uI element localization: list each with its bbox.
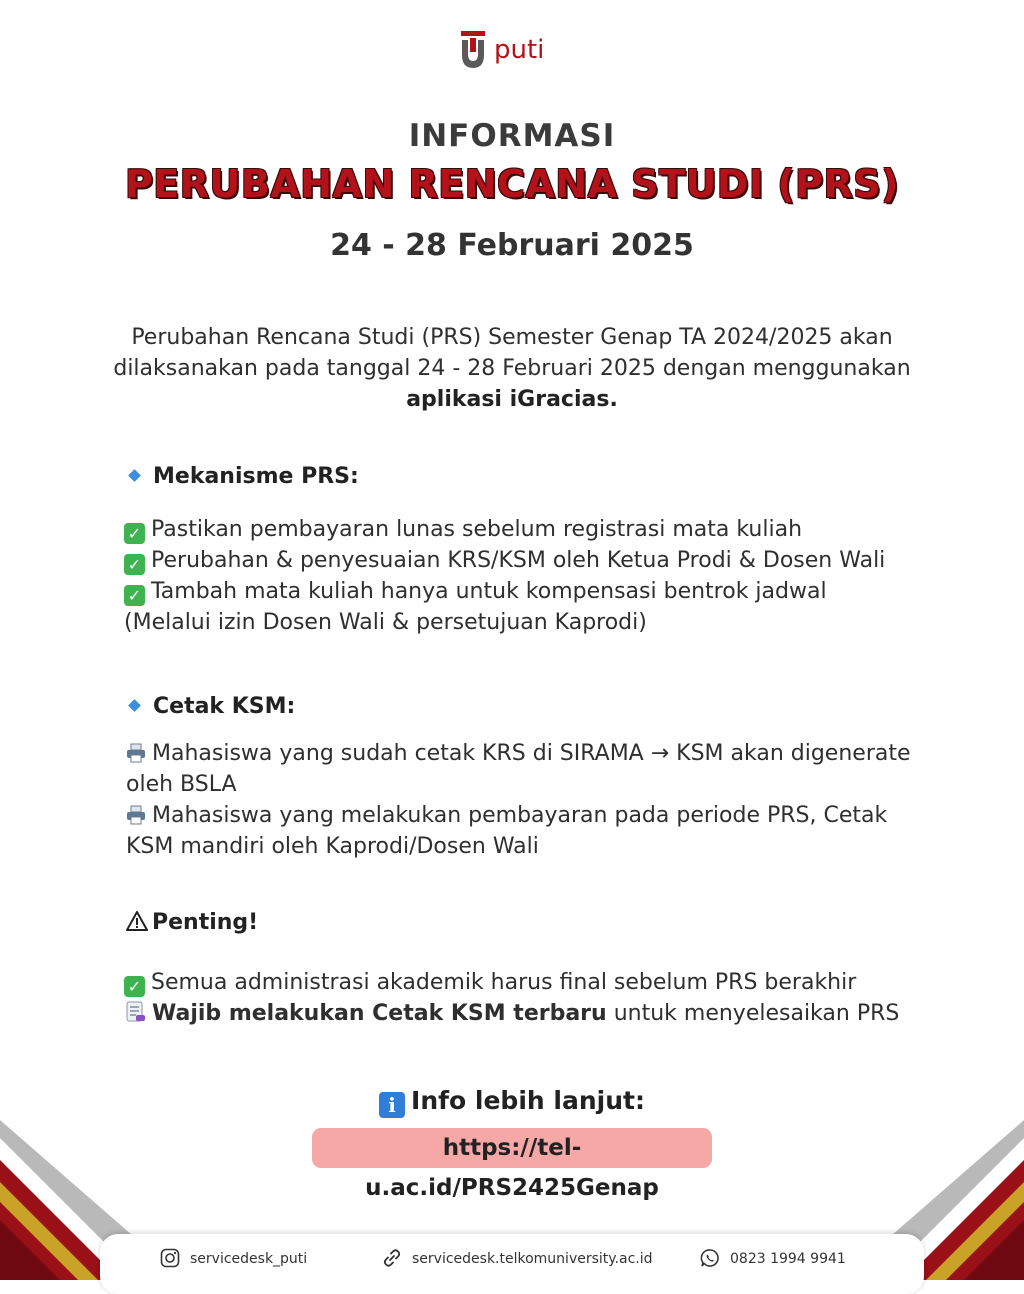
kicker-heading: INFORMASI xyxy=(408,118,616,154)
list-item-bold: Wajib melakukan Cetak KSM terbaru xyxy=(152,1001,607,1026)
check-icon: ✓ xyxy=(124,585,145,606)
list-item xyxy=(124,514,924,545)
info-icon: i xyxy=(379,1092,405,1118)
footer-instagram[interactable] xyxy=(160,1248,307,1269)
section-heading-label: Cetak KSM: xyxy=(153,694,296,719)
link-icon xyxy=(382,1248,402,1268)
list-item xyxy=(126,738,916,800)
check-icon: ✓ xyxy=(124,554,145,575)
svg-text:puti: puti xyxy=(494,35,545,65)
whatsapp-icon xyxy=(700,1248,720,1268)
list-item-text: Mahasiswa yang melakukan pembayaran pada periode PRS, Cetak KSM mandiri oleh Kaprodi/Dosen Wali xyxy=(126,803,888,859)
more-info-link[interactable]: https://tel-u.ac.id/PRS2425Genap xyxy=(312,1128,712,1168)
page-title: PERUBAHAN RENCANA STUDI (PRS) xyxy=(124,162,900,206)
list-item-text: untuk menyelesaikan PRS xyxy=(606,1001,900,1026)
more-info-label: Info lebih lanjut: xyxy=(411,1086,645,1115)
list-item xyxy=(124,576,924,607)
list-item-text: Perubahan & penyesuaian KRS/KSM oleh Ketua Prodi & Dosen Wali xyxy=(151,548,886,573)
intro-paragraph xyxy=(112,322,912,415)
diamond-icon xyxy=(128,469,141,482)
check-icon: ✓ xyxy=(124,523,145,544)
list-item xyxy=(126,800,916,862)
instagram-handle: servicedesk_puti xyxy=(190,1251,308,1267)
list-item-text: Tambah mata kuliah hanya untuk kompensasi bentrok jadwal xyxy=(151,579,827,604)
footer-whatsapp[interactable] xyxy=(700,1248,846,1269)
more-info-heading xyxy=(0,1086,1024,1118)
list-item xyxy=(124,998,924,1029)
printer-icon xyxy=(126,743,146,763)
intro-bold: aplikasi iGracias. xyxy=(406,387,618,412)
cetak-list xyxy=(126,738,916,862)
instagram-icon xyxy=(160,1248,180,1268)
whatsapp-number: 0823 1994 9941 xyxy=(730,1251,846,1267)
puti-logo xyxy=(458,28,574,72)
check-icon: ✓ xyxy=(124,976,145,997)
section-heading-penting xyxy=(126,910,258,935)
date-heading: 24 - 28 Februari 2025 xyxy=(330,228,694,263)
warning-icon xyxy=(126,910,148,932)
footer-website[interactable] xyxy=(382,1248,653,1269)
list-item-text: Pastikan pembayaran lunas sebelum registrasi mata kuliah xyxy=(151,517,803,542)
section-heading-mekanisme xyxy=(124,464,359,489)
section-heading-cetak-ksm xyxy=(124,694,295,719)
list-item xyxy=(124,967,924,998)
section-heading-label: Mekanisme PRS: xyxy=(153,464,359,489)
intro-text: Perubahan Rencana Studi (PRS) Semester Genap TA 2024/2025 akan dilaksanakan pada tanggal 24 - 28 Februari 2025 dengan menggunakan xyxy=(113,325,911,381)
list-item xyxy=(124,545,924,576)
list-item-text: Mahasiswa yang sudah cetak KRS di SIRAMA → KSM akan digenerate oleh BSLA xyxy=(126,741,911,797)
section-heading-label: Penting! xyxy=(152,910,259,935)
mekanisme-list xyxy=(124,514,924,638)
penting-list xyxy=(124,967,924,1029)
list-item-text: Semua administrasi akademik harus final sebelum PRS berakhir xyxy=(151,970,857,995)
diamond-icon xyxy=(128,699,141,712)
document-icon xyxy=(124,1001,146,1023)
list-note: (Melalui izin Dosen Wali & persetujuan Kaprodi) xyxy=(124,610,647,635)
website-url: servicedesk.telkomuniversity.ac.id xyxy=(412,1251,653,1267)
printer-icon xyxy=(126,805,146,825)
